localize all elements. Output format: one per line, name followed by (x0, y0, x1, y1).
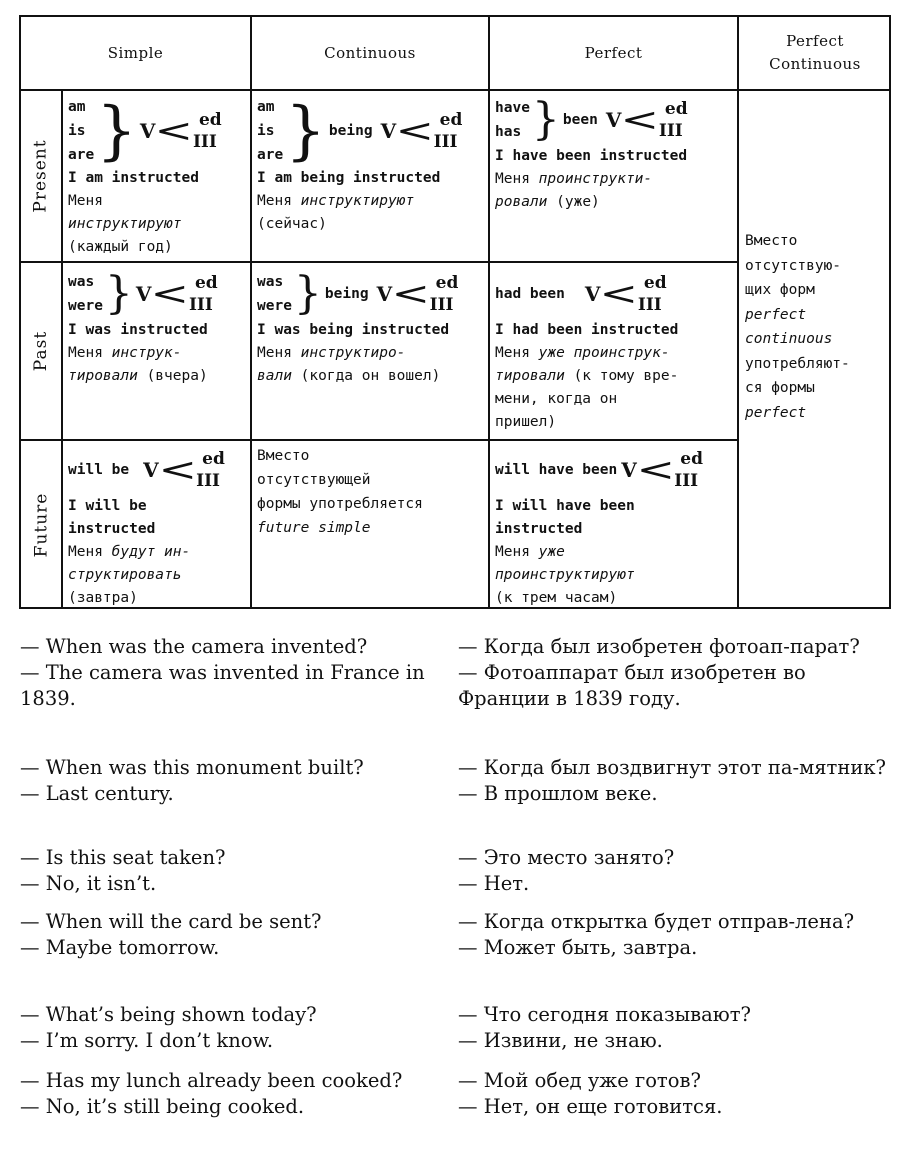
perfect-continuous-note: Вместо отсутствую- щих форм perfect continuous употребляют- ся формы perfect (745, 233, 850, 421)
brace-icon: } (531, 94, 560, 145)
verb-forms: ed III (674, 449, 703, 491)
header-simple: Simple (107, 43, 164, 62)
fork-icon: < (395, 112, 435, 150)
formula: was were } being V < ed III (257, 268, 459, 319)
table-divider (21, 439, 738, 441)
brace-icon: } (293, 268, 322, 319)
passive-voice-table (19, 15, 891, 609)
fork-icon: < (620, 101, 660, 139)
dialogue-ru: — Мой обед уже готов? — Нет, он еще готовится. (458, 1069, 723, 1118)
auxiliary-verbs: have has (495, 100, 530, 140)
auxiliary-verbs: was were (257, 274, 292, 314)
dialogue-en: — What’s being shown today? — I’m sorry. I don’t know. (20, 1003, 317, 1052)
dialogue-ru: — Когда был воздвигнут этот па-мятник? — В прошлом веке. (458, 756, 886, 805)
formula: am is are } being V < ed III (257, 94, 463, 168)
auxiliary-verbs: am is are (257, 99, 284, 163)
present-continuous-cell: am is are } being V < ed III I am being instructed Меня инструктируют (сейчас) (257, 94, 463, 232)
table-divider (21, 89, 891, 91)
fork-icon: < (150, 275, 190, 313)
verb-forms: ed III (192, 110, 222, 152)
dialogue-ru: — Что сегодня показывают? — Извини, не знаю. (458, 1003, 751, 1052)
table-divider (488, 17, 490, 609)
formula: was were } V < ed III (68, 268, 218, 319)
future-perfect-cell: will have been V < ed III I will have been instructed Меня уже проинструктируют (к трем часам) (495, 445, 703, 610)
future-simple-cell: will be V < ed III I will be instructed Меня будут ин- структировать (завтра) (68, 445, 225, 610)
table-divider (250, 17, 252, 609)
brace-icon: } (285, 94, 326, 168)
header-continuous: Continuous (324, 43, 416, 62)
auxiliary-verbs: am is are (68, 99, 95, 163)
header-perfect-continuous: Perfect Continuous (769, 32, 861, 73)
table-divider (737, 17, 739, 609)
formula: will have been V < ed III (495, 449, 703, 491)
dialogue-en: — Has my lunch already been cooked? — No, it’s still being cooked. (20, 1069, 403, 1118)
verb-forms: ed III (658, 99, 688, 141)
table-divider (61, 89, 63, 609)
header-perfect: Perfect (584, 43, 643, 62)
fork-icon: < (158, 451, 197, 489)
verb-forms: ed III (429, 273, 459, 315)
fork-icon: < (391, 275, 431, 313)
row-label-present: Present (31, 139, 52, 213)
brace-icon: } (96, 94, 137, 168)
verb-forms: ed III (637, 273, 667, 315)
fork-icon: < (599, 275, 639, 313)
past-continuous-cell: was were } being V < ed III I was being instructed Меня инструктиро- вали (когда он вошел) (257, 268, 459, 384)
table-divider (21, 261, 738, 263)
dialogue-ru: — Когда был изобретен фотоап-парат? — Фотоаппарат был изобретен во Франции в 1839 году. (458, 635, 860, 710)
formula: have has } been V < ed III (495, 94, 688, 145)
formula: am is are } V < ed III (68, 94, 222, 168)
dialogue-ru: — Когда открытка будет отправ-лена? — Может быть, завтра. (458, 910, 855, 959)
dialogue-en: — When will the card be sent? — Maybe tomorrow. (20, 910, 322, 959)
verb-forms: ed III (433, 110, 463, 152)
present-perfect-cell: have has } been V < ed III I have been instructed Меня проинструкти- ровали (уже) (495, 94, 688, 210)
auxiliary-verbs: was were (68, 274, 103, 314)
brace-icon: } (104, 268, 133, 319)
row-label-future: Future (31, 492, 51, 558)
past-simple-cell: was were } V < ed III I was instructed Меня инструк- тировали (вчера) (68, 268, 218, 384)
formula: will be V < ed III (68, 449, 225, 491)
dialogue-en: — Is this seat taken? — No, it isn’t. (20, 846, 226, 895)
verb-forms: ed III (196, 449, 225, 491)
past-perfect-cell: had been V < ed III I had been instructed Меня уже проинструк- тировали (к тому вре- мени, когда он пришел) (495, 269, 678, 434)
dialogue-en: — When was the camera invented? — The camera was invented in France in 1839. (20, 635, 425, 710)
dialogue-en: — When was this monument built? — Last century. (20, 756, 364, 805)
verb-forms: ed III (188, 273, 218, 315)
fork-icon: < (154, 112, 194, 150)
fork-icon: < (636, 451, 675, 489)
dialogue-ru: — Это место занято? — Нет. (458, 846, 675, 895)
row-label-past: Past (31, 330, 51, 372)
present-simple-cell: am is are } V < ed III I am instructed Меня инструктируют (каждый год) (68, 94, 222, 255)
formula: had been V < ed III (495, 273, 667, 315)
future-continuous-cell: Вместо отсутствующей формы употребляется future simple (257, 448, 423, 536)
